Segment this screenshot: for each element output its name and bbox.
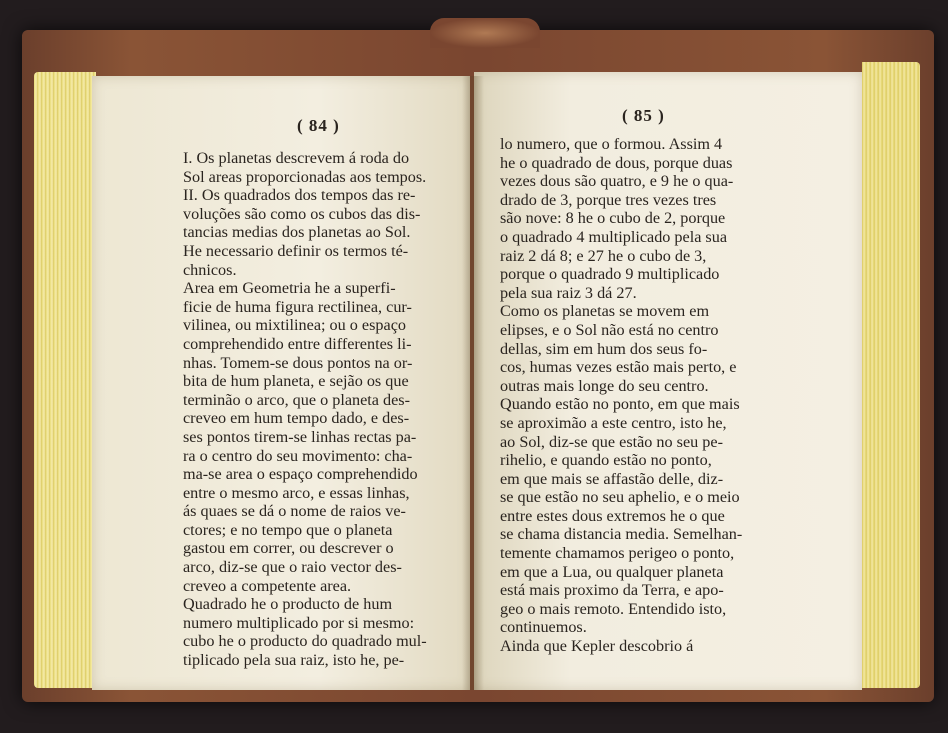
- text-line: rihelio, e quando estão no ponto,: [500, 451, 712, 470]
- text-line: elipses, e o Sol não está no centro: [500, 320, 719, 339]
- text-line: porque o quadrado 9 multiplicado: [500, 265, 720, 284]
- text-line: chnicos.: [183, 260, 237, 279]
- text-line: são nove: 8 he o cubo de 2, porque: [500, 209, 726, 228]
- text-line: creveo em hum tempo dado, e des-: [183, 409, 410, 428]
- text-line: II. Os quadrados dos tempos das re-: [183, 186, 416, 205]
- text-line: arco, diz-se que o raio vector des-: [183, 558, 402, 577]
- text-line: I. Os planetas descrevem á roda do: [183, 149, 410, 167]
- page-number-left: ( 84 ): [297, 116, 340, 135]
- text-line: cubo he o producto do quadrado mul-: [183, 632, 427, 651]
- text-line: dellas, sim em hum dos seus fo-: [500, 339, 708, 358]
- right-page-text: [500, 135, 742, 656]
- text-line: vilinea, ou mixtilinea; ou o espaço: [183, 316, 406, 335]
- text-line: Quadrado he o producto de hum: [183, 595, 393, 614]
- text-line: pela sua raiz 3 dá 27.: [500, 283, 637, 302]
- text-line: se chama distancia media. Semelhan-: [500, 525, 743, 544]
- text-line: raiz 2 dá 8; e 27 he o cubo de 3,: [500, 246, 707, 265]
- text-line: numero multiplicado por si mesmo:: [183, 613, 415, 632]
- left-page-text: [183, 149, 427, 670]
- right-page: [474, 72, 862, 690]
- left-page: [92, 76, 470, 690]
- left-page-edges: [34, 72, 96, 688]
- text-line: ra o centro do seu movimento: cha-: [183, 446, 413, 465]
- text-line: vezes dous são quatro, e 9 he o qua-: [500, 172, 734, 191]
- text-line: nhas. Tomem-se dous pontos na or-: [183, 353, 413, 372]
- text-line: he o quadrado de dous, porque duas: [500, 153, 733, 172]
- text-line: Quando estão no ponto, em que mais: [500, 395, 740, 414]
- text-line: drado de 3, porque tres vezes tres: [500, 190, 717, 209]
- text-line: continuemos.: [500, 618, 587, 637]
- text-line: ficie de huma figura rectilinea, cur-: [183, 297, 412, 316]
- text-line: gastou em correr, ou descrever o: [183, 539, 394, 558]
- book-gutter: [462, 76, 484, 690]
- page-number-right: ( 85 ): [622, 106, 665, 125]
- text-line: Sol areas proporcionadas aos tempos.: [183, 167, 427, 186]
- text-line: ás quaes se dá o nome de raios ve-: [183, 502, 406, 521]
- text-line: em que a Lua, ou qualquer planeta: [500, 562, 724, 581]
- right-page-edges: [862, 62, 920, 688]
- text-line: entre estes dous extremos he o que: [500, 506, 725, 525]
- text-line: creveo a competente area.: [183, 576, 352, 595]
- text-line: entre o mesmo arco, e essas linhas,: [183, 483, 410, 502]
- text-line: cos, humas vezes estão mais perto, e: [500, 358, 737, 377]
- text-line: Como os planetas se movem em: [500, 302, 710, 321]
- text-line: voluções são como os cubos das dis-: [183, 204, 421, 223]
- book-spine: [430, 18, 540, 48]
- text-line: bita de hum planeta, e sejão os que: [183, 372, 409, 391]
- text-line: lo numero, que o formou. Assim 4: [500, 135, 723, 153]
- text-line: se aproximão a este centro, isto he,: [500, 413, 727, 432]
- text-line: geo o mais remoto. Entendido isto,: [500, 599, 727, 618]
- text-line: terminão o arco, que o planeta des-: [183, 390, 410, 409]
- text-line: em que mais se affastão delle, diz-: [500, 469, 724, 488]
- text-line: o quadrado 4 multiplicado pela sua: [500, 227, 728, 246]
- text-line: Ainda que Kepler descobrio á: [500, 637, 694, 656]
- text-line: comprehendido entre differentes li-: [183, 334, 412, 353]
- text-line: ao Sol, diz-se que estão no seu pe-: [500, 432, 723, 451]
- text-line: Area em Geometria he a superfi-: [183, 279, 396, 298]
- text-line: se que estão no seu aphelio, e o meio: [500, 488, 740, 507]
- text-line: ma-se area o espaço comprehendido: [183, 465, 418, 484]
- text-line: está mais proximo da Terra, e apo-: [500, 581, 724, 600]
- text-line: temente chamamos perigeo o ponto,: [500, 544, 735, 563]
- text-line: tiplicado pela sua raiz, isto he, pe-: [183, 651, 405, 670]
- text-line: outras mais longe do seu centro.: [500, 376, 709, 395]
- text-line: He necessario definir os termos té-: [183, 241, 409, 260]
- text-line: tancias medias dos planetas ao Sol.: [183, 223, 411, 242]
- text-line: ctores; e no tempo que o planeta: [183, 520, 393, 539]
- text-line: ses pontos tirem-se linhas rectas pa-: [183, 427, 417, 446]
